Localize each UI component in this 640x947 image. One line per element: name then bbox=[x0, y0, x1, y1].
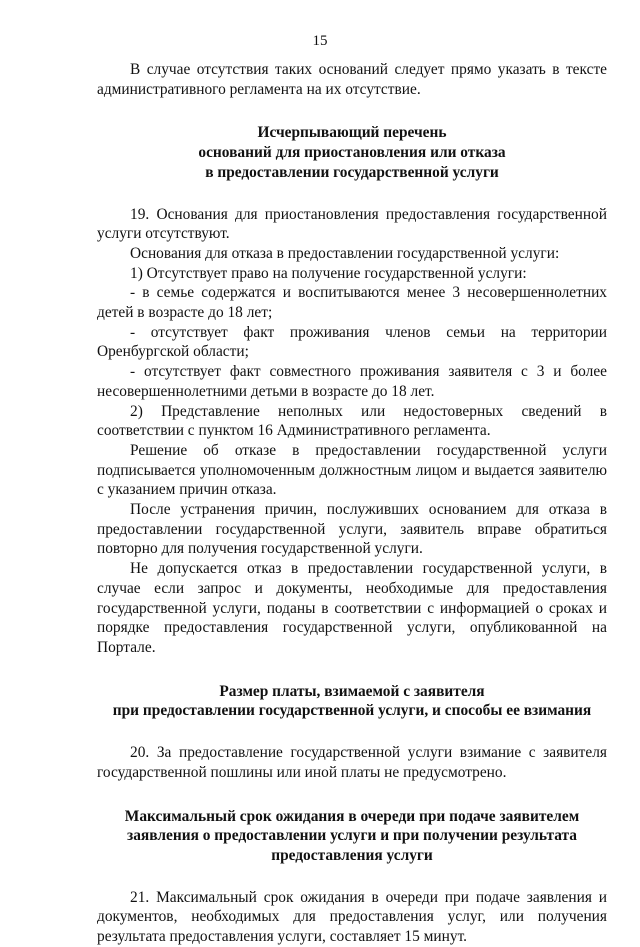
list-item: - отсутствует факт проживания членов семьи на территории Оренбургской области; bbox=[97, 323, 607, 361]
heading-line: предоставления услуги bbox=[271, 846, 433, 864]
paragraph: 20. За предоставление государственной услуги взимание с заявителя государственной пошлины или иной платы не предусмотрено. bbox=[97, 744, 607, 781]
heading-line: при предоставлении государственной услуги, и способы ее взимания bbox=[112, 702, 592, 720]
paragraph: 2) Представление неполных или недостоверных сведений в соответствии с пунктом 16 Административного регламента. bbox=[97, 402, 607, 440]
section-body-waiting-time bbox=[97, 888, 607, 947]
section-body-fees bbox=[97, 743, 607, 782]
paragraph: 21. Максимальный срок ожидания в очереди при подаче заявления и документов, необходимых для предоставления услуг, или получения результата предоставления услуги, составляет 15 минут. bbox=[97, 888, 607, 946]
paragraph: Основания для отказа в предоставлении государственной услуги: bbox=[130, 244, 560, 262]
list-item: - в семье содержатся и воспитываются менее 3 несовершеннолетних детей в возрасте до 18 лет; bbox=[97, 284, 607, 322]
section-heading-waiting-time bbox=[97, 807, 607, 866]
intro-paragraph: В случае отсутствия таких оснований следует прямо указать в тексте административного регламента на их отсутствие. bbox=[97, 61, 607, 98]
heading-line: оснований для приостановления или отказа bbox=[198, 144, 506, 162]
paragraph: Решение об отказе в предоставлении государственной услуги подписывается уполномоченным должностным лицом и выдается заявителю с указанием причин отказа. bbox=[97, 441, 607, 499]
paragraph: 19. Основания для приостановления предоставления государственной услуги отсутствуют. bbox=[97, 205, 607, 243]
paragraph: Не допускается отказ в предоставлении государственной услуги, в случае если запрос и документы, необходимые для предоставления государственной услуги, поданы в соответствии с информацией о сроках и порядке предоставления государственной услуги, опубликованной на Портале. bbox=[97, 560, 607, 656]
heading-line: Размер платы, взимаемой с заявителя bbox=[219, 682, 485, 700]
section-body-grounds-for-refusal bbox=[97, 205, 607, 658]
heading-line: Исчерпывающий перечень bbox=[257, 124, 447, 142]
section-heading-grounds-for-refusal bbox=[97, 123, 607, 182]
paragraph: 1) Отсутствует право на получение государственной услуги: bbox=[130, 264, 527, 282]
heading-line: заявления о предоставлении услуги и при получении результата bbox=[127, 827, 577, 845]
list-item: - отсутствует факт совместного проживания заявителя с 3 и более несовершеннолетними детьми в возрасте до 18 лет. bbox=[97, 363, 607, 400]
paragraph: После устранения причин, послуживших основанием для отказа в предоставлении государственной услуги, заявитель вправе обратиться повторно для получения государственной услуги. bbox=[97, 501, 607, 558]
section-heading-fees bbox=[97, 682, 607, 721]
document-body bbox=[97, 60, 607, 947]
heading-line: в предоставлении государственной услуги bbox=[205, 163, 499, 181]
page-number: 15 bbox=[312, 33, 328, 49]
heading-line: Максимальный срок ожидания в очереди при подаче заявителем bbox=[124, 807, 580, 825]
